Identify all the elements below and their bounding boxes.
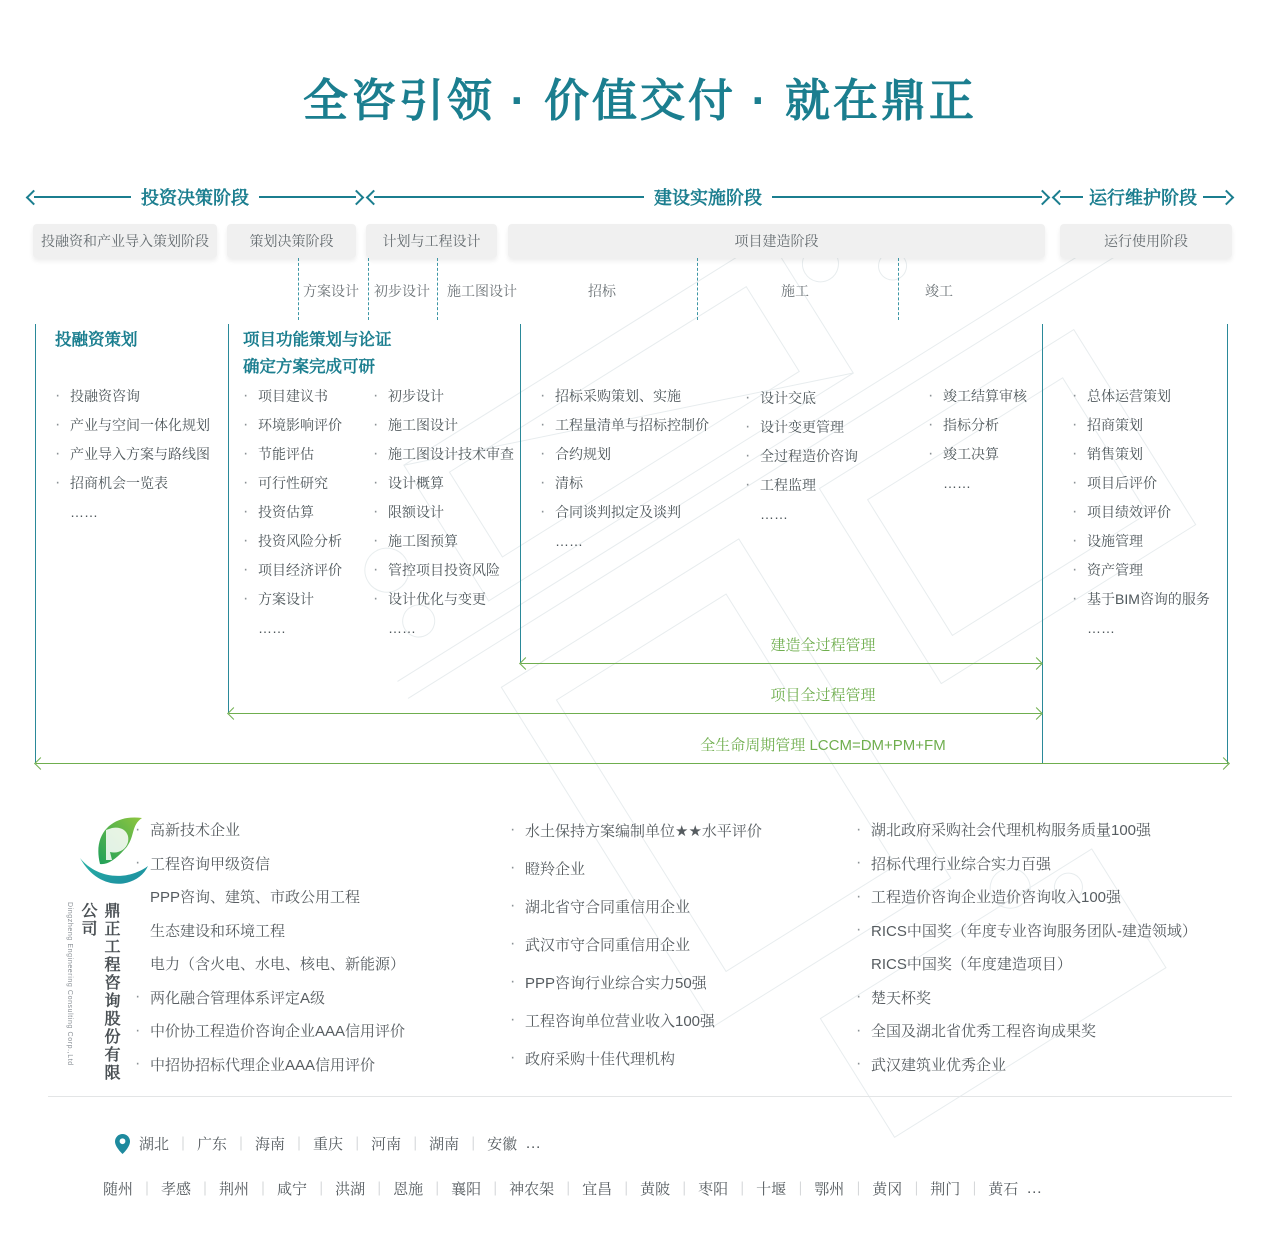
stage-box-plan-design: 计划与工程设计 [366, 224, 497, 258]
qualification-list-2 [510, 811, 762, 1077]
location-item: 荆州 [219, 1181, 250, 1198]
list-item: · 销售策划 [1072, 444, 1143, 462]
list-item: · 合同谈判拟定及谈判 [540, 502, 681, 520]
list-item: · 设施管理 [1072, 531, 1143, 549]
list-item: · 招商策划 [1072, 415, 1143, 433]
location-pin-icon [115, 1134, 130, 1154]
location-item: 洪湖 [335, 1181, 366, 1198]
column-header-line1: 项目功能策划与论证 [243, 331, 392, 349]
list-item: · 高新技术企业 [135, 820, 241, 840]
list-item: · 竣工结算审核 [928, 386, 1027, 404]
list-item: 电力（含火电、水电、核电、新能源） [150, 956, 406, 974]
list-item: · 招商机会一览表 [55, 473, 168, 491]
location-item: 随州 [103, 1181, 134, 1198]
location-item: 重庆 [313, 1136, 344, 1153]
list-item: · 项目建议书 [243, 386, 328, 404]
list-item: · 武汉市守合同重信用企业 [510, 935, 691, 954]
arrow-left-icon [1052, 189, 1068, 205]
phase-arrow-construction [368, 186, 1048, 208]
location-item: 鄂州 [814, 1181, 845, 1198]
dashed-divider [368, 258, 369, 320]
arrow-right-icon [1219, 189, 1235, 205]
list-item: · 投融资咨询 [55, 386, 140, 404]
company-name-vertical [66, 902, 122, 1097]
list-item: · 湖北省守合同重信用企业 [510, 897, 691, 916]
list-item: · 投资估算 [243, 502, 314, 520]
list-item: · 武汉建筑业优秀企业 [856, 1055, 1007, 1074]
location-item: 安徽 [487, 1136, 518, 1153]
company-name-chinese: 鼎正工程咨询股份有限公司 [79, 902, 119, 1082]
project-whole-process-label: 项目全过程管理 [770, 687, 876, 704]
list-item: …… [760, 505, 788, 522]
location-item: 孝感 [161, 1181, 192, 1198]
list-item: …… [388, 619, 416, 636]
construction-whole-process-label: 建造全过程管理 [770, 637, 876, 654]
list-item: · 工程咨询单位营业收入100强 [510, 1011, 716, 1030]
list-item: PPP咨询、建筑、市政公用工程 [150, 889, 361, 907]
location-item: 黄石 [988, 1181, 1019, 1198]
substage-completion: 竣工 [925, 283, 953, 299]
list-item: · 工程量清单与招标控制价 [540, 415, 709, 433]
location-item: 海南 [255, 1136, 286, 1153]
list-item: · 工程咨询甲级资信 [135, 854, 271, 873]
list-item: · 瞪羚企业 [510, 859, 586, 878]
list-item: · 设计优化与变更 [373, 589, 486, 607]
location-item: 荆门 [930, 1181, 961, 1198]
list-item: · 楚天杯奖 [856, 988, 932, 1007]
location-item: 枣阳 [698, 1181, 729, 1198]
list-item: · 招标代理行业综合实力百强 [856, 854, 1052, 873]
substage-working-drawing: 施工图设计 [447, 283, 517, 299]
list-item: · 工程造价咨询企业造价咨询收入100强 [856, 887, 1122, 907]
page-title: 全咨引领 · 价值交付 · 就在鼎正 [303, 75, 977, 126]
arrow-left-icon [26, 189, 42, 205]
list-item: · 可行性研究 [243, 473, 328, 491]
design-list [373, 381, 514, 642]
provinces-more: … [525, 1134, 544, 1152]
list-item: · 项目绩效评价 [1072, 502, 1171, 520]
location-item: 咸宁 [277, 1181, 308, 1198]
section-line [35, 324, 36, 763]
list-item: · 设计交底 [745, 388, 816, 406]
column-header-line2: 确定方案完成可研 [243, 358, 375, 376]
feasibility-list [243, 381, 342, 642]
list-item: · 两化融合管理体系评定A级 [135, 988, 326, 1007]
dashed-divider [298, 258, 299, 320]
column-header-project-function [243, 327, 392, 381]
list-item: · 湖北政府采购社会代理机构服务质量100强 [856, 820, 1152, 840]
list-item: · 设计变更管理 [745, 417, 844, 435]
phase-label: 建设实施阶段 [654, 188, 762, 208]
list-item: · 投资风险分析 [243, 531, 342, 549]
location-item: 黄陂 [640, 1181, 671, 1198]
list-item: · 施工图设计技术审查 [373, 444, 514, 462]
bidding-list [540, 381, 709, 555]
location-item: 恩施 [393, 1181, 424, 1198]
project-whole-process-arrow [229, 713, 1041, 714]
list-item: · 产业导入方案与路线图 [55, 444, 210, 462]
list-item: · 工程监理 [745, 475, 816, 493]
location-item: 宜昌 [582, 1181, 613, 1198]
operation-list [1072, 381, 1210, 642]
qualification-list-3 [856, 813, 1197, 1081]
list-item: · 节能评估 [243, 444, 314, 462]
section-line [520, 324, 521, 663]
list-item: · 政府采购十佳代理机构 [510, 1049, 676, 1068]
list-item: · 全过程造价咨询 [745, 446, 858, 464]
list-item: · 资产管理 [1072, 560, 1143, 578]
list-item: …… [1087, 619, 1115, 636]
list-item: · 设计概算 [373, 473, 444, 491]
list-item: · 指标分析 [928, 415, 999, 433]
phase-label: 投资决策阶段 [141, 188, 249, 208]
list-item: · 总体运营策划 [1072, 386, 1171, 404]
location-item: 神农架 [509, 1181, 555, 1198]
financing-planning-list [55, 381, 210, 526]
dashed-divider [697, 258, 698, 320]
construction-whole-process-arrow [521, 663, 1041, 664]
list-item: · 中招协招标代理企业AAA信用评价 [135, 1055, 376, 1074]
list-item: · 产业与空间一体化规划 [55, 415, 210, 433]
list-item: · PPP咨询行业综合实力50强 [510, 973, 707, 992]
completion-list [928, 381, 1027, 497]
company-name-english: Dingzheng Engineering Consulting Corp.,Ltd [66, 902, 73, 1066]
location-item: 襄阳 [451, 1181, 482, 1198]
list-item: · 管控项目投资风险 [373, 560, 500, 578]
location-item: 湖南 [429, 1136, 460, 1153]
list-item: · 施工图预算 [373, 531, 458, 549]
list-item: · 招标采购策划、实施 [540, 386, 681, 404]
list-item: · 项目经济评价 [243, 560, 342, 578]
lifecycle-management-arrow [36, 763, 1228, 764]
section-line [228, 324, 229, 713]
construction-mgmt-list [745, 383, 858, 528]
list-item: · 合约规划 [540, 444, 611, 462]
phase-arrow-operation [1054, 186, 1232, 208]
lifecycle-management-label: 全生命周期管理 LCCM=DM+PM+FM [700, 737, 946, 754]
list-item: · 竣工决算 [928, 444, 999, 462]
location-item: 广东 [197, 1136, 228, 1153]
stage-box-financing: 投融资和产业导入策划阶段 [33, 224, 217, 258]
list-item: · 限额设计 [373, 502, 444, 520]
list-item: · 方案设计 [243, 589, 314, 607]
dashed-divider [898, 258, 899, 320]
qualification-list-1 [135, 813, 405, 1081]
stage-box-planning-decision: 策划决策阶段 [227, 224, 356, 258]
arrow-right-icon [349, 189, 365, 205]
list-item: RICS中国奖（年度建造项目） [871, 956, 1072, 974]
stage-box-operation-use: 运行使用阶段 [1060, 224, 1232, 258]
phase-label: 运行维护阶段 [1089, 188, 1197, 208]
substage-preliminary-design: 初步设计 [374, 283, 430, 299]
provinces-list: 湖北 ｜ 广东 ｜ 海南 ｜ 重庆 ｜ 河南 ｜ 湖南 ｜ 安徽 [139, 1133, 517, 1154]
list-item: 生态建设和环境工程 [150, 922, 286, 940]
dashed-divider [437, 258, 438, 320]
substage-construction: 施工 [781, 283, 809, 299]
list-item: · 初步设计 [373, 386, 444, 404]
location-item: 黄冈 [872, 1181, 903, 1198]
location-item: 十堰 [756, 1181, 787, 1198]
substage-bidding: 招标 [588, 283, 616, 299]
list-item: · 清标 [540, 473, 583, 491]
list-item: · 基于BIM咨询的服务 [1072, 589, 1210, 607]
list-item: · 全国及湖北省优秀工程咨询成果奖 [856, 1021, 1097, 1041]
list-item: · 项目后评价 [1072, 473, 1157, 491]
arrow-right-icon [1035, 189, 1051, 205]
column-header-financing-planning: 投融资策划 [55, 331, 138, 349]
location-item: 河南 [371, 1136, 402, 1153]
provinces-row [115, 1133, 543, 1154]
list-item: · 水土保持方案编制单位★★水平评价 [510, 821, 762, 840]
phase-arrow-investment-decision [28, 186, 362, 208]
list-item: · 施工图设计 [373, 415, 458, 433]
list-item: …… [70, 503, 98, 520]
arrow-left-icon [366, 189, 382, 205]
list-item: · RICS中国奖（年度专业咨询服务团队-建造领域） [856, 921, 1197, 940]
stage-box-construction: 项目建造阶段 [508, 224, 1045, 258]
list-item: · 中价协工程造价咨询企业AAA信用评价 [135, 1021, 406, 1041]
list-item: …… [555, 532, 583, 549]
substage-scheme-design: 方案设计 [303, 283, 359, 299]
list-item: …… [258, 619, 286, 636]
list-item: …… [943, 474, 971, 491]
section-line [1227, 324, 1228, 763]
cities-more: … [1026, 1179, 1045, 1197]
cities-row [103, 1178, 1044, 1199]
location-item: 湖北 [139, 1136, 170, 1153]
list-item: · 环境影响评价 [243, 415, 342, 433]
section-divider [48, 1096, 1232, 1097]
cities-list: 随州 ｜ 孝感 ｜ 荆州 ｜ 咸宁 ｜ 洪湖 ｜ 恩施 ｜ 襄阳 ｜ 神农架 ｜ 宜昌 ｜ 黄陂 ｜ 枣阳 ｜ 十堰 ｜ 鄂州 ｜ 黄冈 ｜ 荆门 ｜ 黄石 [103, 1178, 1018, 1199]
